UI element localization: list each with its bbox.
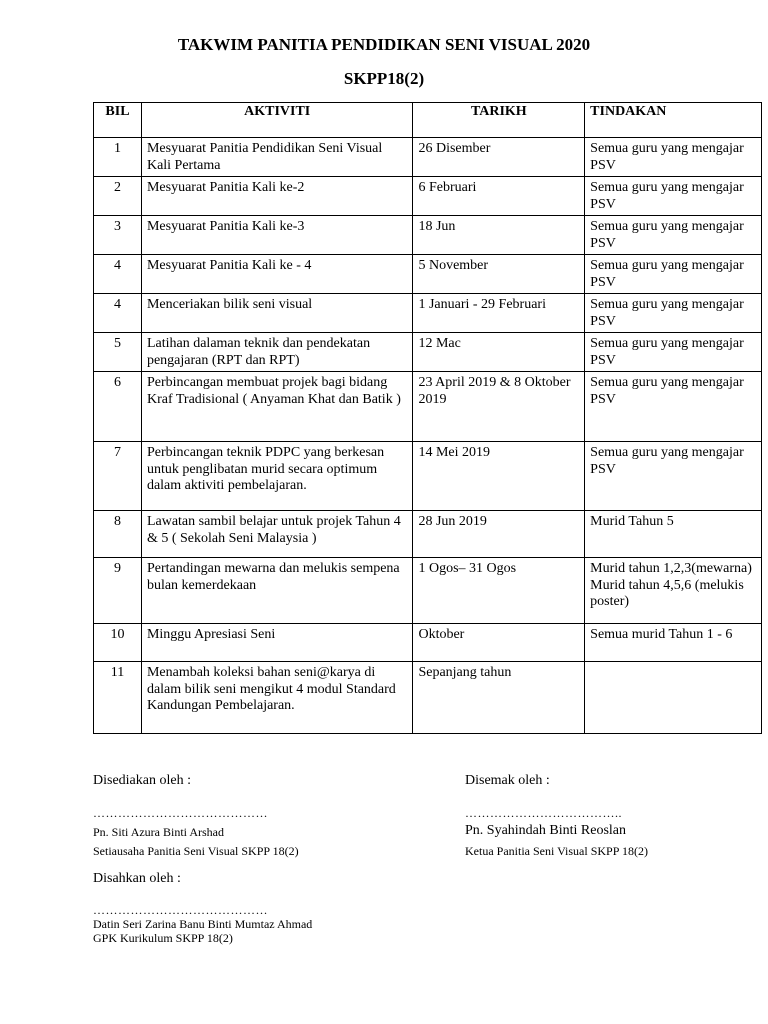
row-tindakan xyxy=(585,662,762,734)
row-tarikh: 6 Februari xyxy=(413,177,585,216)
table-row xyxy=(94,333,762,372)
row-bil: 9 xyxy=(94,558,142,624)
row-tindakan: Semua guru yang mengajar PSV xyxy=(585,372,762,442)
table-row xyxy=(94,177,762,216)
approved-by-signature-line: …………………………………… xyxy=(93,903,268,917)
row-tarikh: 28 Jun 2019 xyxy=(413,511,585,558)
row-tarikh: 12 Mac xyxy=(413,333,585,372)
approved-by-name: Datin Seri Zarina Banu Binti Mumtaz Ahmad xyxy=(93,917,313,931)
takwim-table xyxy=(93,102,762,734)
row-bil: 1 xyxy=(94,138,142,177)
row-tindakan: Semua guru yang mengajar PSV xyxy=(585,216,762,255)
row-aktiviti: Mesyuarat Panitia Pendidikan Seni Visual Kali Pertama xyxy=(141,138,413,177)
row-aktiviti: Menceriakan bilik seni visual xyxy=(141,294,413,333)
row-aktiviti: Minggu Apresiasi Seni xyxy=(141,624,413,662)
row-bil: 7 xyxy=(94,442,142,511)
prepared-by-label: Disediakan oleh : xyxy=(93,773,191,788)
row-tindakan: Semua guru yang mengajar PSV xyxy=(585,333,762,372)
row-bil: 5 xyxy=(94,333,142,372)
row-aktiviti: Perbincangan teknik PDPC yang berkesan untuk penglibatan murid secara optimum dalam aktiviti pembelajaran. xyxy=(141,442,413,511)
table-row xyxy=(94,442,762,511)
row-tindakan: Semua guru yang mengajar PSV xyxy=(585,294,762,333)
row-aktiviti: Perbincangan membuat projek bagi bidang Kraf Tradisional ( Anyaman Khat dan Batik ) xyxy=(141,372,413,442)
row-aktiviti: Pertandingan mewarna dan melukis sempena bulan kemerdekaan xyxy=(141,558,413,624)
row-tindakan: Semua guru yang mengajar PSV xyxy=(585,442,762,511)
row-bil: 4 xyxy=(94,255,142,294)
row-tarikh: 26 Disember xyxy=(413,138,585,177)
table-row xyxy=(94,255,762,294)
row-bil: 6 xyxy=(94,372,142,442)
row-tarikh: 14 Mei 2019 xyxy=(413,442,585,511)
column-header-bil: BIL xyxy=(94,103,142,138)
row-tindakan: Murid Tahun 5 xyxy=(585,511,762,558)
row-bil: 10 xyxy=(94,624,142,662)
row-tarikh: 1 Januari - 29 Februari xyxy=(413,294,585,333)
row-tarikh: 23 April 2019 & 8 Oktober 2019 xyxy=(413,372,585,442)
prepared-by-signature-line: …………………………………… xyxy=(93,806,268,820)
checked-by-name: Pn. Syahindah Binti Reoslan xyxy=(465,823,626,838)
document-title: TAKWIM PANITIA PENDIDIKAN SENI VISUAL 2020 xyxy=(177,35,591,54)
row-bil: 2 xyxy=(94,177,142,216)
row-tindakan: Semua guru yang mengajar PSV xyxy=(585,177,762,216)
column-header-aktiviti: AKTIVITI xyxy=(141,103,413,138)
row-bil: 11 xyxy=(94,662,142,734)
table-row xyxy=(94,138,762,177)
row-bil: 8 xyxy=(94,511,142,558)
column-header-tindakan: TINDAKAN xyxy=(585,103,762,138)
row-bil: 3 xyxy=(94,216,142,255)
table-header xyxy=(94,103,762,138)
table-row xyxy=(94,511,762,558)
row-tarikh: Sepanjang tahun xyxy=(413,662,585,734)
table-row xyxy=(94,624,762,662)
checked-by-signature-line: ……………………………….. xyxy=(465,806,622,820)
approved-by-label: Disahkan oleh : xyxy=(93,871,181,886)
row-aktiviti: Mesyuarat Panitia Kali ke - 4 xyxy=(141,255,413,294)
row-tarikh: 5 November xyxy=(413,255,585,294)
row-aktiviti: Mesyuarat Panitia Kali ke-3 xyxy=(141,216,413,255)
column-header-tarikh: TARIKH xyxy=(413,103,585,138)
prepared-by-name: Pn. Siti Azura Binti Arshad xyxy=(93,825,225,839)
table-row xyxy=(94,216,762,255)
checked-by-role: Ketua Panitia Seni Visual SKPP 18(2) xyxy=(465,844,648,858)
row-tindakan: Semua guru yang mengajar PSV xyxy=(585,138,762,177)
row-aktiviti: Mesyuarat Panitia Kali ke-2 xyxy=(141,177,413,216)
row-aktiviti: Lawatan sambil belajar untuk projek Tahun 4 & 5 ( Sekolah Seni Malaysia ) xyxy=(141,511,413,558)
table-row xyxy=(94,662,762,734)
approved-by-role: GPK Kurikulum SKPP 18(2) xyxy=(93,931,233,945)
row-aktiviti: Latihan dalaman teknik dan pendekatan pengajaran (RPT dan RPT) xyxy=(141,333,413,372)
row-aktiviti: Menambah koleksi bahan seni@karya di dalam bilik seni mengikut 4 modul Standard Kandungan Pembelajaran. xyxy=(141,662,413,734)
table-body xyxy=(94,138,762,734)
row-bil: 4 xyxy=(94,294,142,333)
document-subtitle: SKPP18(2) xyxy=(343,69,425,88)
row-tindakan: Semua guru yang mengajar PSV xyxy=(585,255,762,294)
row-tindakan: Semua murid Tahun 1 - 6 xyxy=(585,624,762,662)
row-tarikh: 18 Jun xyxy=(413,216,585,255)
table-row xyxy=(94,558,762,624)
row-tarikh: 1 Ogos– 31 Ogos xyxy=(413,558,585,624)
prepared-by-role: Setiausaha Panitia Seni Visual SKPP 18(2) xyxy=(93,844,299,858)
row-tindakan: Murid tahun 1,2,3(mewarna) Murid tahun 4,5,6 (melukis poster) xyxy=(585,558,762,624)
table-row xyxy=(94,372,762,442)
table-row xyxy=(94,294,762,333)
row-tarikh: Oktober xyxy=(413,624,585,662)
checked-by-label: Disemak oleh : xyxy=(465,773,550,788)
